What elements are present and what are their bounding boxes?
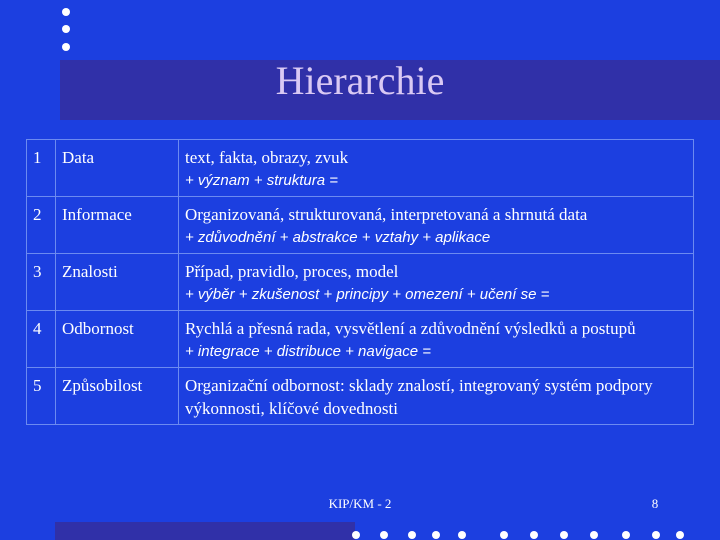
table-row <box>27 311 694 368</box>
row-description <box>179 254 694 311</box>
decor-dot <box>590 531 598 539</box>
row-description-text: Případ, pravidlo, proces, model <box>185 262 399 281</box>
row-description-text: Organizační odbornost: sklady znalostí, integrovaný systém podpory výkonnosti, klíčové dovednosti <box>185 376 653 418</box>
row-number: 1 <box>27 140 56 197</box>
decor-dot <box>676 531 684 539</box>
row-description <box>179 140 694 197</box>
decor-dot <box>62 43 70 51</box>
decor-dot <box>530 531 538 539</box>
row-description <box>179 197 694 254</box>
slide-title: Hierarchie <box>275 58 445 103</box>
decor-dot <box>652 531 660 539</box>
row-description <box>179 311 694 368</box>
row-description-text: Rychlá a přesná rada, vysvětlení a zdůvodnění výsledků a postupů <box>185 319 636 338</box>
hierarchy-table <box>26 139 694 425</box>
row-term: Znalosti <box>56 254 179 311</box>
row-number: 2 <box>27 197 56 254</box>
decor-dot <box>408 531 416 539</box>
row-description <box>179 368 694 425</box>
table-row <box>27 254 694 311</box>
decor-dot <box>560 531 568 539</box>
decor-dot <box>432 531 440 539</box>
table-row <box>27 140 694 197</box>
decor-dot <box>458 531 466 539</box>
row-number: 3 <box>27 254 56 311</box>
page-number: 8 <box>651 496 659 511</box>
decor-dot <box>62 8 70 16</box>
footer-label: KIP/KM - 2 <box>328 496 392 511</box>
table-row <box>27 368 694 425</box>
row-term: Způsobilost <box>56 368 179 425</box>
row-term: Data <box>56 140 179 197</box>
row-number: 4 <box>27 311 56 368</box>
row-term: Odbornost <box>56 311 179 368</box>
decor-dot <box>62 25 70 33</box>
row-description-text: Organizovaná, strukturovaná, interpretovaná a shrnutá data <box>185 205 588 224</box>
row-formula: + integrace + distribuce + navigace = <box>185 343 431 360</box>
row-formula: + zdůvodnění + abstrakce + vztahy + aplikace <box>185 229 491 246</box>
row-number: 5 <box>27 368 56 425</box>
row-term: Informace <box>56 197 179 254</box>
decor-dot <box>352 531 360 539</box>
row-formula: + význam + struktura = <box>185 172 338 189</box>
bottom-band <box>55 522 355 540</box>
decor-dot <box>622 531 630 539</box>
row-description-text: text, fakta, obrazy, zvuk <box>185 148 349 167</box>
decor-dot <box>500 531 508 539</box>
table-row <box>27 197 694 254</box>
row-formula: + výběr + zkušenost + principy + omezení + učení se = <box>185 286 550 303</box>
decor-dot <box>380 531 388 539</box>
